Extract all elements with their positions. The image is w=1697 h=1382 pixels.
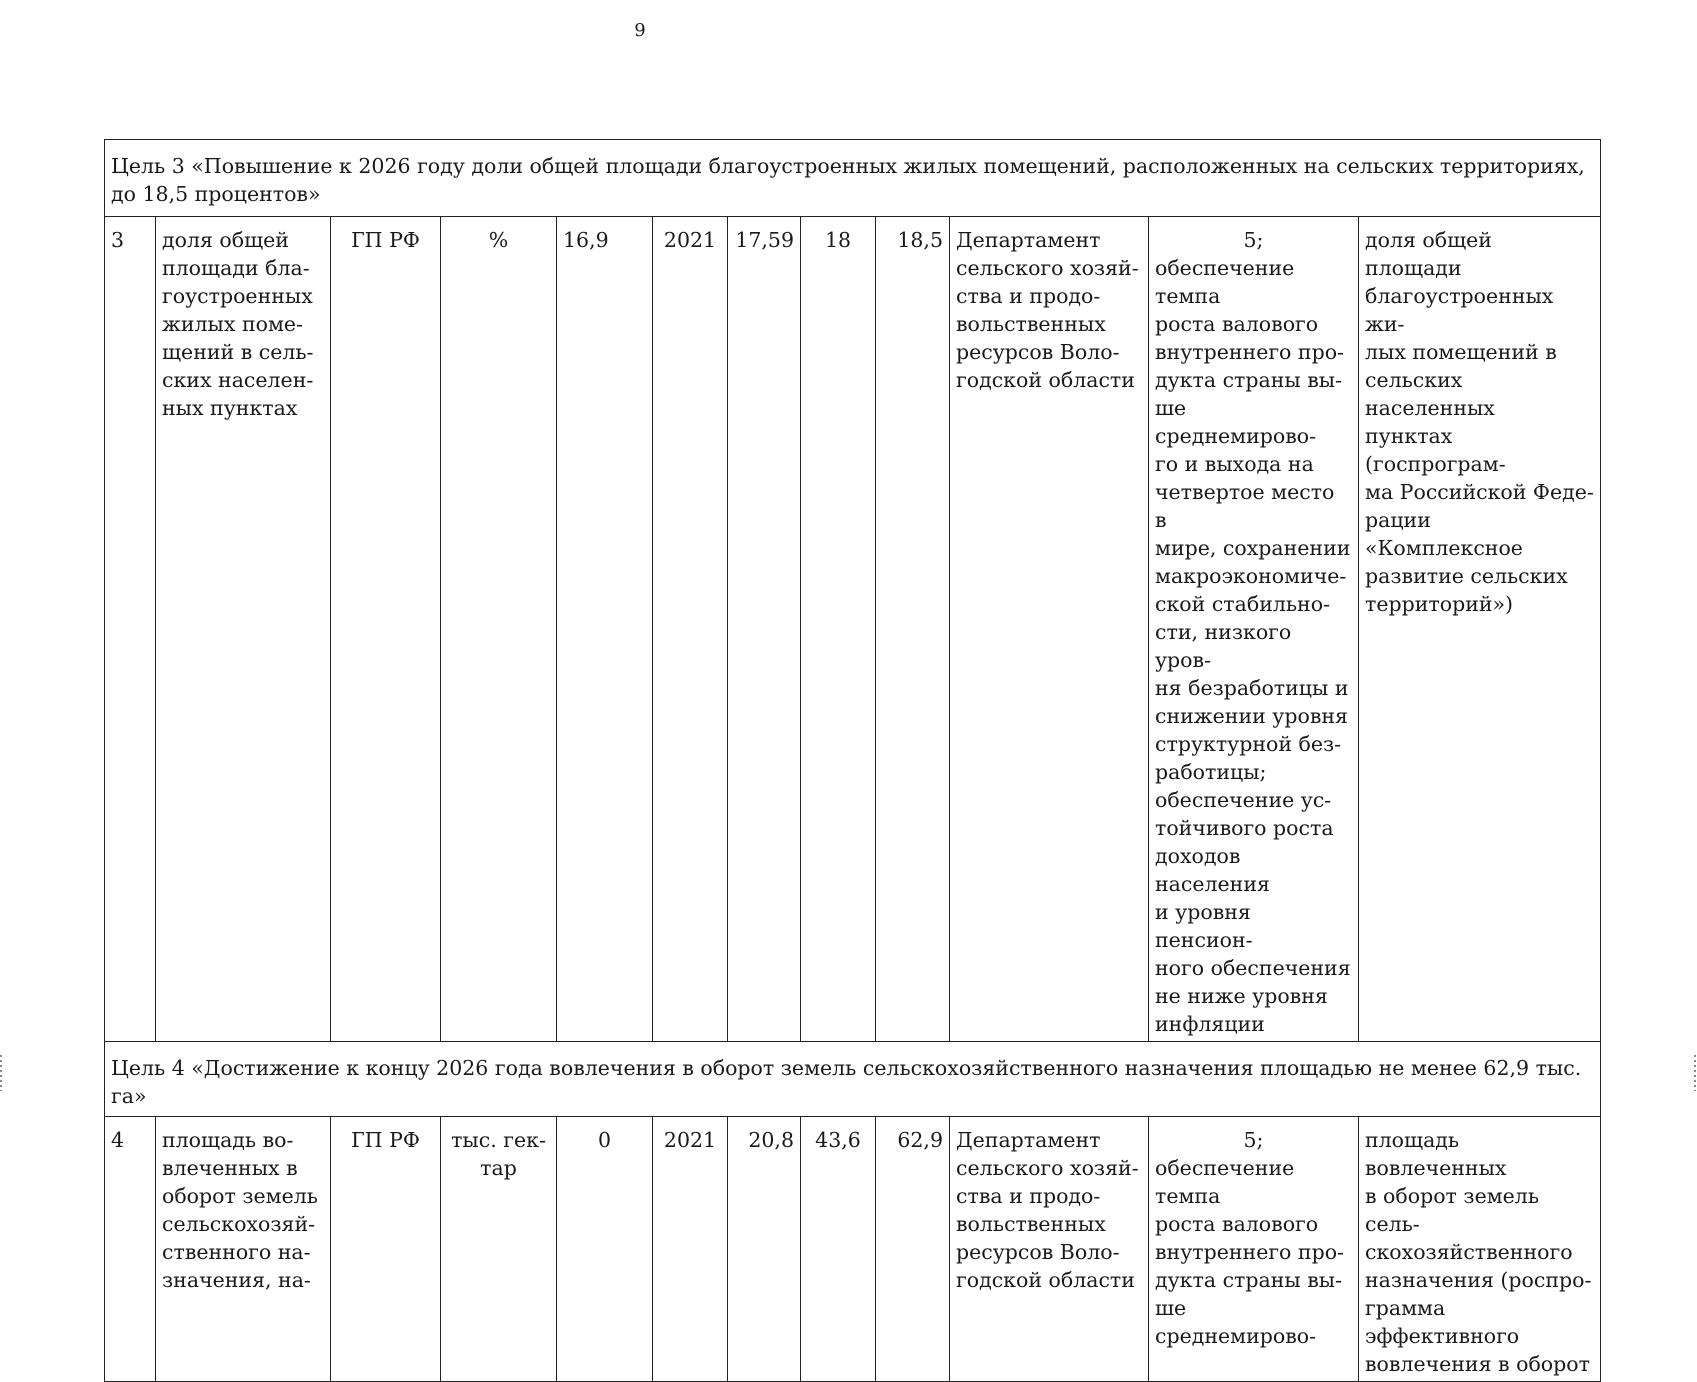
indicators-table [104, 139, 1601, 1382]
value-2024: 20,8 [728, 1117, 801, 1382]
table-row [105, 217, 1601, 1042]
row-number: 4 [105, 1117, 156, 1382]
link-number: 5; [1243, 1128, 1264, 1152]
link-text: обеспечение темпа роста валового внутреннего про- дукта страны вы- ше среднемирово- [1155, 1156, 1344, 1348]
value-2026: 18,5 [876, 217, 950, 1042]
related-indicator: доля общей площади благоустроенных жи- лых помещений в сельских населенных пунктах (госпрограм- ма Российской Феде- рации «Комплексное развитие сельских территорий») [1359, 217, 1601, 1042]
related-indicator: площадь вовлеченных в оборот земель сель- скохозяйственного назначения (роспро- грамма эффективного вовлечения в оборот [1359, 1117, 1601, 1382]
indicator-name: доля общей площади бла- гоустроенных жилых поме- щений в сель- ских населен- ных пунктах [156, 217, 331, 1042]
base-value: 16,9 [557, 217, 653, 1042]
base-year: 2021 [653, 217, 728, 1042]
link-text: обеспечение темпа роста валового внутреннего про- дукта страны вы- ше среднемирово- го и выхода на четвертое место в мире, сохранении макроэкономиче- ской стабильно- сти, низкого уров- ня безработицы и снижении уровня структурной без- работицы; обеспечение ус- тойчивого роста доходов населения и уровня пенсион- ного обеспечения не ниже уровня инфляции [1155, 256, 1351, 1036]
responsible-body: Департамент сельского хозяй- ства и продо- вольственных ресурсов Воло- годской области [950, 1117, 1149, 1382]
table-row [105, 1117, 1601, 1382]
national-goal-link [1149, 1117, 1359, 1382]
base-value: 0 [557, 1117, 653, 1382]
scan-edge-mark-left [0, 1055, 2, 1091]
goal-3-title: Цель 3 «Повышение к 2026 году доли общей площади благоустроенных жилых помещений, расположенных на сельских территориях, до 18,5 процентов» [105, 140, 1601, 217]
value-2026: 62,9 [876, 1117, 950, 1382]
value-2024: 17,59 [728, 217, 801, 1042]
row-number: 3 [105, 217, 156, 1042]
responsible-body: Департамент сельского хозяй- ства и продо- вольственных ресурсов Воло- годской области [950, 217, 1149, 1042]
scan-edge-mark-right [1694, 1055, 1696, 1091]
indicator-level: ГП РФ [331, 217, 441, 1042]
national-goal-link [1149, 217, 1359, 1042]
link-number: 5; [1243, 228, 1264, 252]
base-year: 2021 [653, 1117, 728, 1382]
unit: тыс. гек- тар [441, 1117, 557, 1382]
value-2025: 43,6 [801, 1117, 876, 1382]
goal-4-title: Цель 4 «Достижение к концу 2026 года вовлечения в оборот земель сельскохозяйственного назначения площадью не менее 62,9 тыс. га» [105, 1042, 1601, 1117]
goal-row [105, 140, 1601, 217]
goal-row [105, 1042, 1601, 1117]
value-2025: 18 [801, 217, 876, 1042]
page-number: 9 [634, 20, 646, 41]
unit: % [441, 217, 557, 1042]
indicator-name: площадь во- влеченных в оборот земель сельскохозяй- ственного на- значения, на- [156, 1117, 331, 1382]
indicator-level: ГП РФ [331, 1117, 441, 1382]
